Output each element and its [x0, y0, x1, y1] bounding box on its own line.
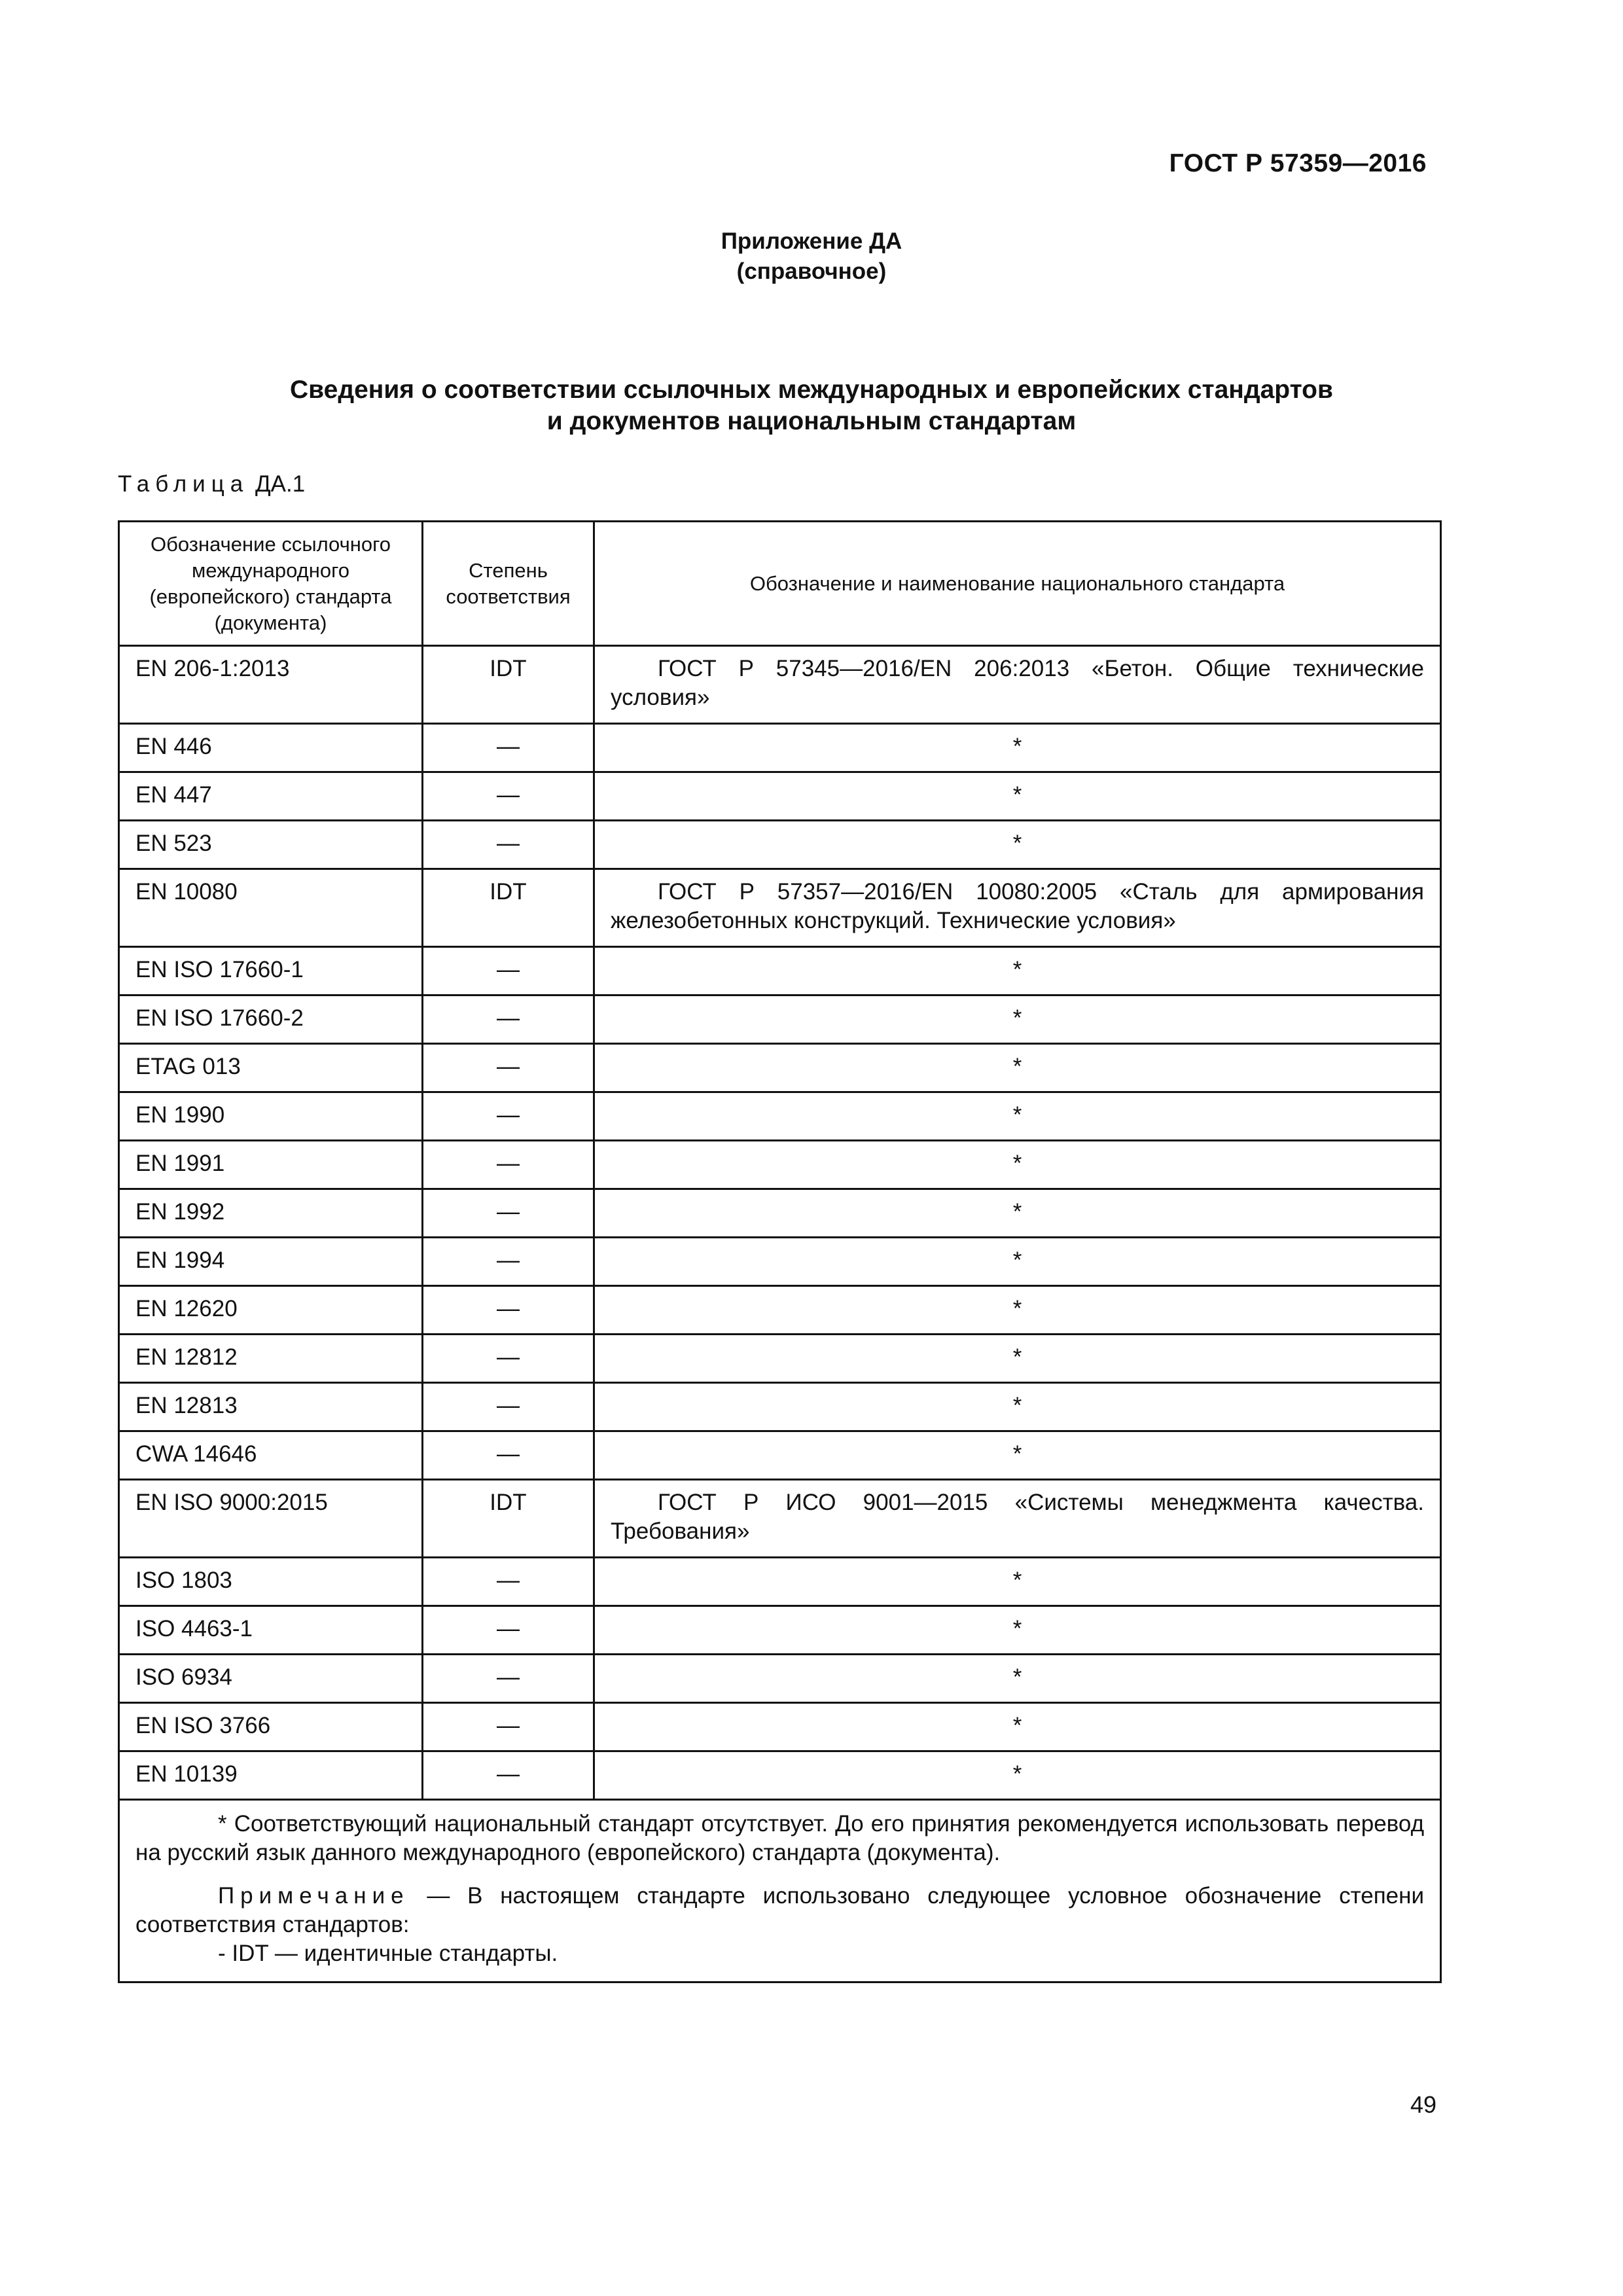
cell-degree: —: [423, 1189, 594, 1238]
table-caption-number: ДА.1: [255, 471, 306, 497]
cell-reference-standard: EN 12813: [119, 1383, 423, 1431]
note-text: — В настоящем стандарте использовано следующее условное обозначение степени соответствия стандартов:: [135, 1883, 1424, 1937]
table-caption-word: Таблица: [118, 471, 249, 497]
cell-national-standard: ГОСТ Р ИСО 9001—2015 «Системы менеджмента качества. Требования»: [594, 1480, 1441, 1558]
cell-national-standard: *: [594, 1703, 1441, 1751]
cell-reference-standard: EN ISO 17660-2: [119, 996, 423, 1044]
cell-national-standard: *: [594, 1141, 1441, 1189]
annex-title: Приложение ДА: [721, 228, 902, 254]
correspondence-table: [118, 520, 1442, 1983]
table-row: [119, 1606, 1441, 1655]
cell-degree: —: [423, 996, 594, 1044]
cell-reference-standard: EN 1991: [119, 1141, 423, 1189]
cell-degree: —: [423, 1751, 594, 1800]
table-row: [119, 1238, 1441, 1286]
table-row: [119, 1383, 1441, 1431]
table-row: [119, 996, 1441, 1044]
cell-national-standard: *: [594, 1092, 1441, 1141]
section-title: [0, 374, 1623, 437]
table-row: [119, 1044, 1441, 1092]
cell-reference-standard: CWA 14646: [119, 1431, 423, 1480]
cell-national-standard: *: [594, 1044, 1441, 1092]
cell-national-standard: *: [594, 1558, 1441, 1606]
cell-degree: —: [423, 1655, 594, 1703]
table-row: [119, 1335, 1441, 1383]
table-row: [119, 1751, 1441, 1800]
table-row: [119, 724, 1441, 772]
table-row: [119, 646, 1441, 724]
cell-national-standard: *: [594, 1606, 1441, 1655]
cell-national-standard: *: [594, 772, 1441, 821]
cell-national-standard: *: [594, 1751, 1441, 1800]
cell-national-standard: *: [594, 947, 1441, 996]
footnote: * Соответствующий национальный стандарт отсутствует. До его принятия рекомендуется использовать перевод на русский язык данного международного (европейского) стандарта (документа).: [135, 1811, 1424, 1865]
cell-national-standard: *: [594, 821, 1441, 869]
table-row: [119, 1655, 1441, 1703]
header-national-standard: Обозначение и наименование национального стандарта: [594, 522, 1441, 646]
table-row: [119, 821, 1441, 869]
document-designation: ГОСТ Р 57359—2016: [1169, 149, 1427, 177]
cell-reference-standard: EN 12812: [119, 1335, 423, 1383]
table-row: [119, 947, 1441, 996]
cell-degree: —: [423, 1558, 594, 1606]
cell-degree: —: [423, 1383, 594, 1431]
cell-reference-standard: EN 12620: [119, 1286, 423, 1335]
cell-reference-standard: ISO 4463-1: [119, 1606, 423, 1655]
note-item: - IDT — идентичные стандарты.: [218, 1941, 558, 1966]
table-row: [119, 1092, 1441, 1141]
cell-national-standard: *: [594, 996, 1441, 1044]
table-notes: [119, 1800, 1441, 1982]
cell-national-standard: *: [594, 1431, 1441, 1480]
cell-national-standard: *: [594, 1189, 1441, 1238]
table-caption: [118, 471, 305, 497]
cell-degree: —: [423, 1141, 594, 1189]
page-number: 49: [1410, 2091, 1436, 2118]
cell-reference-standard: ETAG 013: [119, 1044, 423, 1092]
cell-degree: —: [423, 947, 594, 996]
cell-reference-standard: EN 10080: [119, 869, 423, 947]
cell-degree: —: [423, 1703, 594, 1751]
table-row: [119, 1286, 1441, 1335]
note-label: Примечание: [218, 1883, 410, 1909]
cell-national-standard: *: [594, 1335, 1441, 1383]
annex-subtitle: (справочное): [736, 259, 887, 284]
cell-national-standard: *: [594, 1286, 1441, 1335]
table-body: [119, 646, 1441, 1800]
cell-reference-standard: ISO 1803: [119, 1558, 423, 1606]
table-row: [119, 1189, 1441, 1238]
header-degree: Степень соответствия: [423, 522, 594, 646]
cell-reference-standard: EN 1992: [119, 1189, 423, 1238]
cell-reference-standard: EN ISO 9000:2015: [119, 1480, 423, 1558]
table-row: [119, 869, 1441, 947]
cell-reference-standard: EN 446: [119, 724, 423, 772]
cell-degree: —: [423, 1238, 594, 1286]
cell-national-standard: ГОСТ Р 57345—2016/EN 206:2013 «Бетон. Общие технические условия»: [594, 646, 1441, 724]
table-row: [119, 1141, 1441, 1189]
cell-degree: IDT: [423, 869, 594, 947]
cell-national-standard: ГОСТ Р 57357—2016/EN 10080:2005 «Сталь для армирования железобетонных конструкций. Технические условия»: [594, 869, 1441, 947]
cell-national-standard: *: [594, 1655, 1441, 1703]
table-notes-row: [119, 1800, 1441, 1982]
table-row: [119, 772, 1441, 821]
section-title-line-2: и документов национальным стандартам: [546, 407, 1077, 435]
cell-degree: IDT: [423, 1480, 594, 1558]
cell-degree: —: [423, 724, 594, 772]
cell-reference-standard: EN 523: [119, 821, 423, 869]
cell-degree: —: [423, 821, 594, 869]
cell-national-standard: *: [594, 1238, 1441, 1286]
cell-reference-standard: EN 447: [119, 772, 423, 821]
annex-heading: [0, 226, 1623, 287]
table-row: [119, 1558, 1441, 1606]
table-row: [119, 1703, 1441, 1751]
cell-reference-standard: EN 206-1:2013: [119, 646, 423, 724]
cell-degree: —: [423, 772, 594, 821]
section-title-line-1: Сведения о соответствии ссылочных международных и европейских стандартов: [290, 376, 1333, 404]
cell-degree: —: [423, 1606, 594, 1655]
note: [135, 1882, 1424, 1939]
table-row: [119, 1480, 1441, 1558]
cell-national-standard: *: [594, 1383, 1441, 1431]
cell-degree: —: [423, 1044, 594, 1092]
cell-reference-standard: EN 1994: [119, 1238, 423, 1286]
cell-reference-standard: EN ISO 3766: [119, 1703, 423, 1751]
table-row: [119, 1431, 1441, 1480]
cell-reference-standard: EN 10139: [119, 1751, 423, 1800]
cell-reference-standard: ISO 6934: [119, 1655, 423, 1703]
cell-degree: —: [423, 1286, 594, 1335]
cell-degree: —: [423, 1431, 594, 1480]
cell-reference-standard: EN 1990: [119, 1092, 423, 1141]
table-header-row: [119, 522, 1441, 646]
header-reference-standard: Обозначение ссылочного международного (европейского) стандарта (документа): [119, 522, 423, 646]
cell-national-standard: *: [594, 724, 1441, 772]
cell-degree: —: [423, 1335, 594, 1383]
cell-reference-standard: EN ISO 17660-1: [119, 947, 423, 996]
cell-degree: IDT: [423, 646, 594, 724]
cell-degree: —: [423, 1092, 594, 1141]
